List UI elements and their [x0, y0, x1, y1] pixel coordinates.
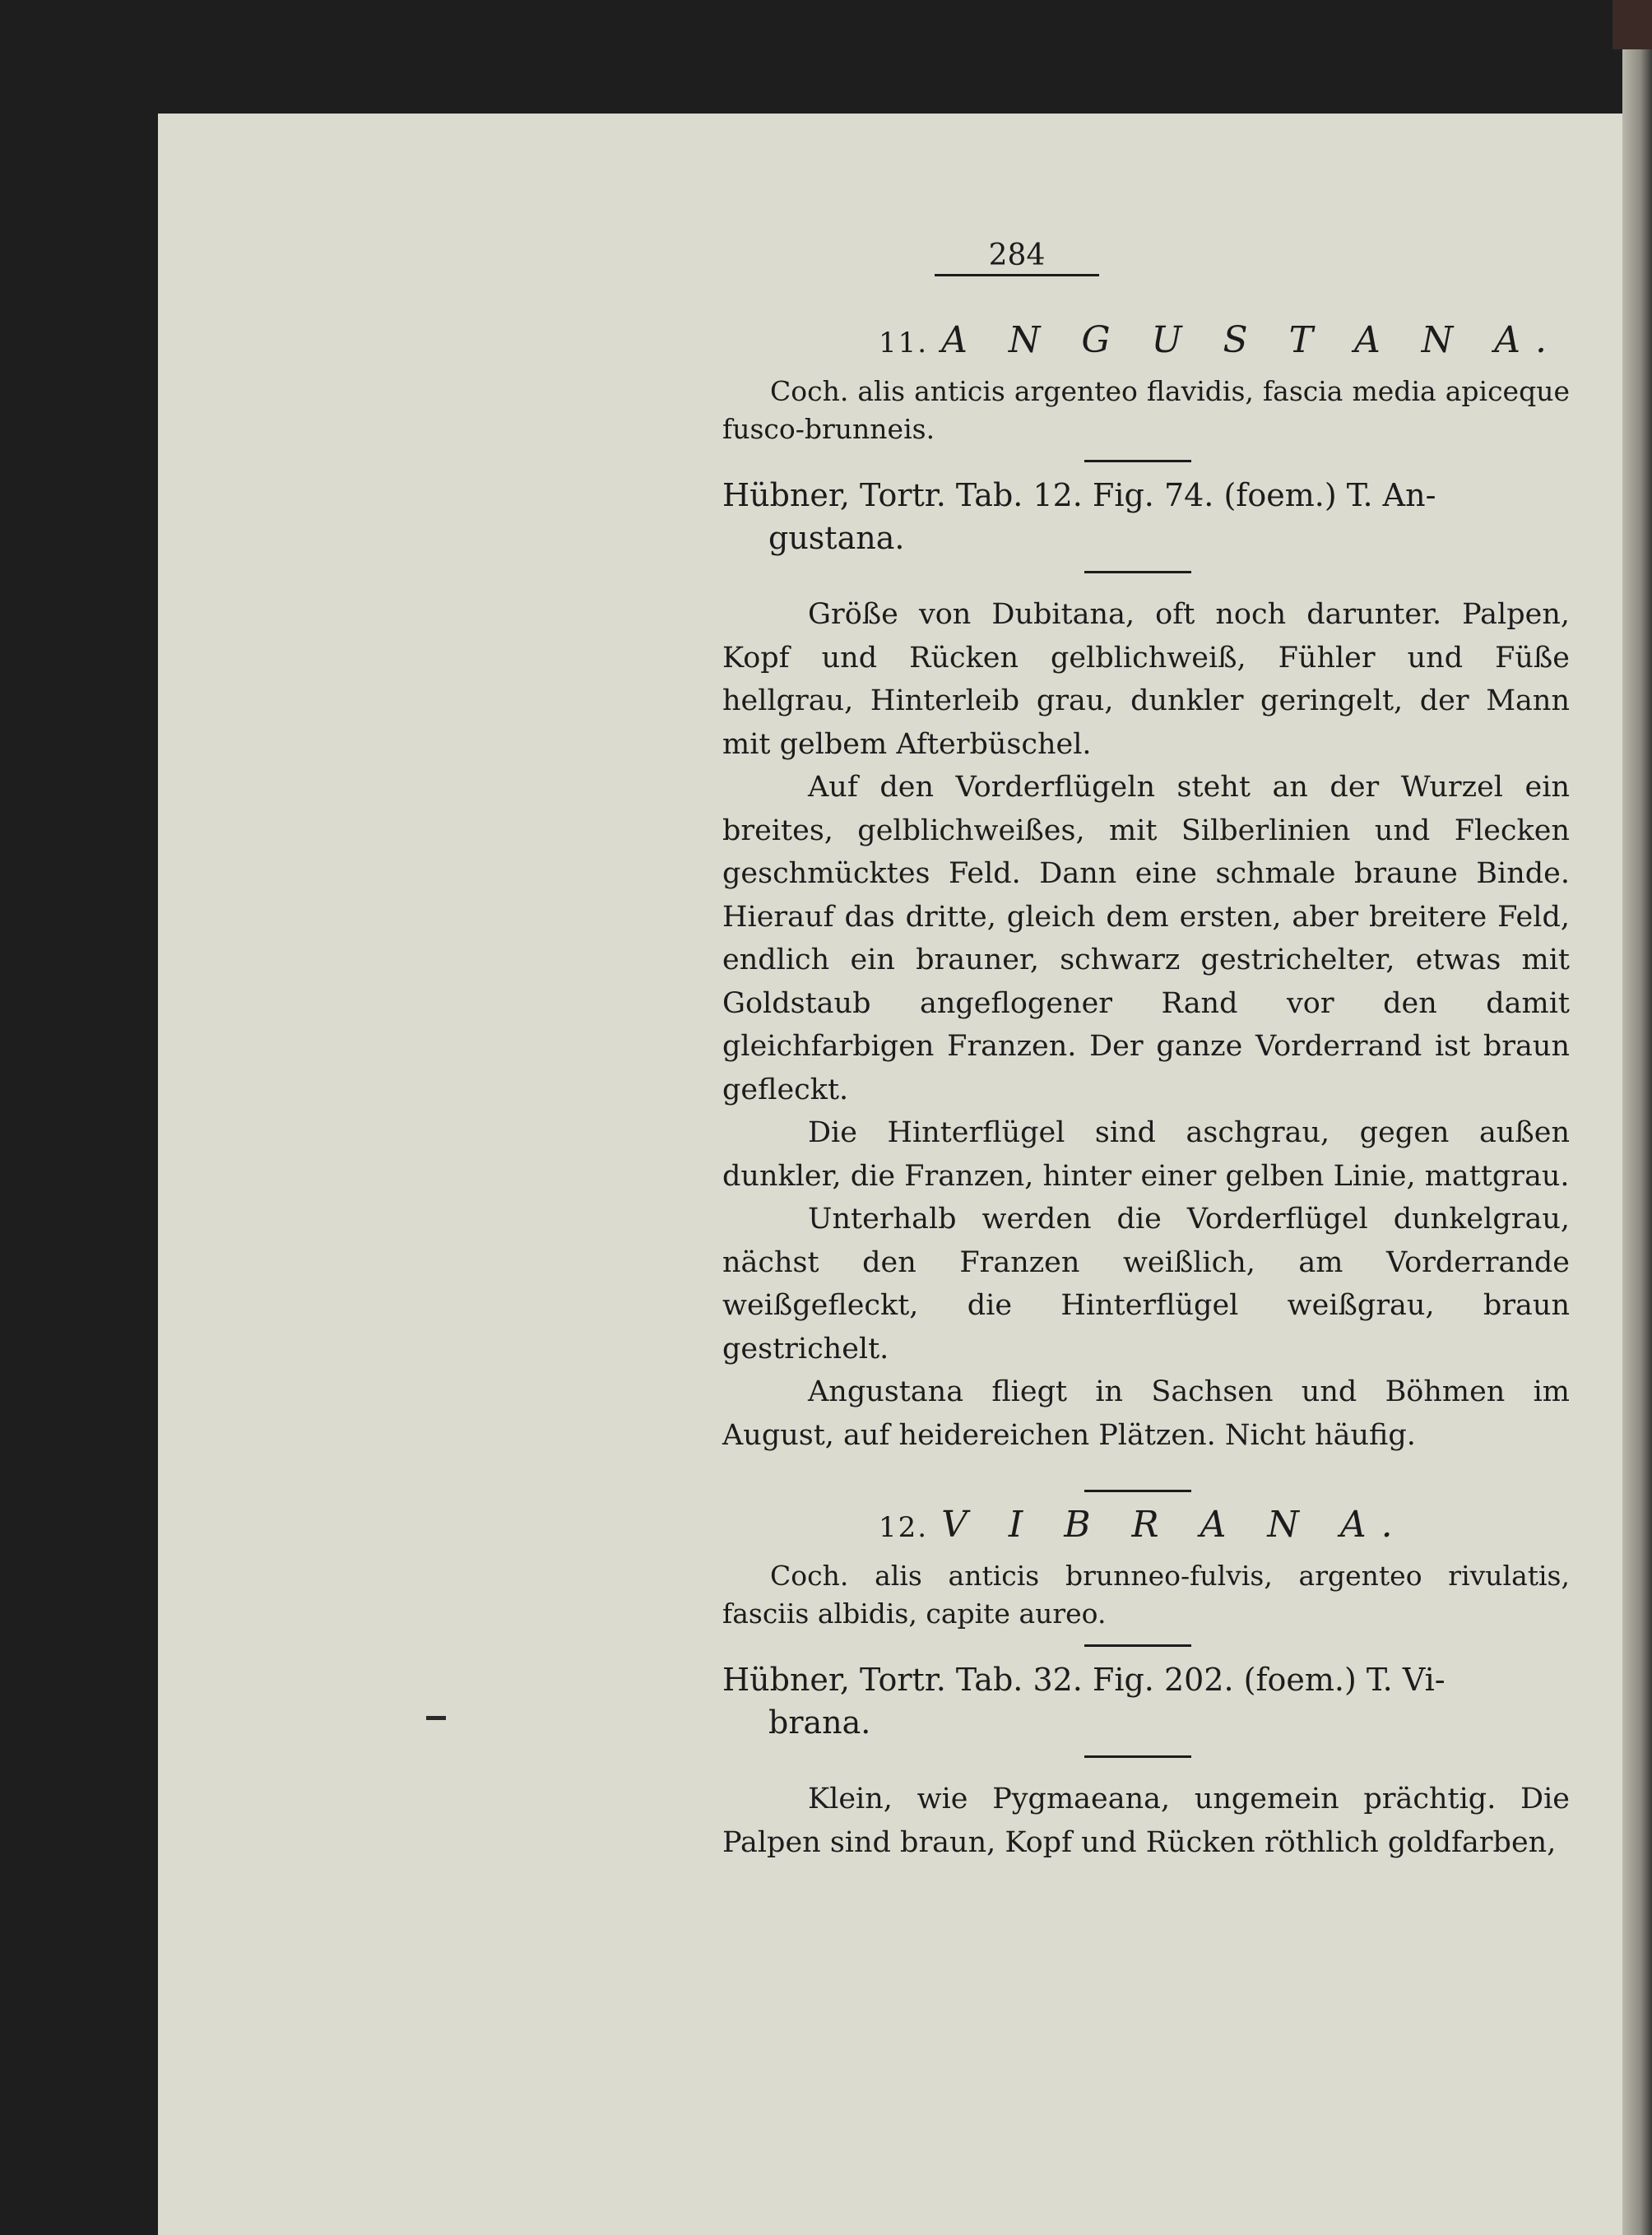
description-paragraph: Angustana fliegt in Sachsen und Böhmen im August, auf heidereichen Plätzen. Nicht häufig.: [722, 1375, 1570, 1452]
divider-rule: [1084, 1490, 1191, 1492]
reference-line: Hübner, Tortr. Tab. 12. Fig. 74. (foem.) T. An-: [722, 477, 1436, 513]
page-text: [722, 239, 1570, 1864]
description-paragraph: Klein, wie Pygmaeana, ungemein prächtig. Die Palpen sind braun, Kopf und Rücken röthlich goldfarben,: [722, 1783, 1570, 1859]
literature-reference: [722, 1658, 1570, 1744]
margin-mark: [426, 1716, 446, 1720]
species-name: V I B R A N A.: [941, 1504, 1408, 1546]
divider-rule: [1084, 571, 1191, 573]
species-number: 12.: [879, 1511, 929, 1544]
page-gutter: [1622, 49, 1652, 2235]
latin-diagnosis: Coch. alis anticis brunneo-fulvis, argenteo rivulatis, fasciis albidis, capite aureo.: [722, 1560, 1570, 1630]
divider-rule: [1084, 1644, 1191, 1647]
reference-continuation: gustana.: [768, 520, 905, 556]
species-number: 11.: [879, 327, 929, 359]
reference-line: Hübner, Tortr. Tab. 32. Fig. 202. (foem.) T. Vi-: [722, 1662, 1446, 1698]
latin-diagnosis: Coch. alis anticis argenteo flavidis, fascia media apiceque fusco-brunneis.: [722, 375, 1570, 445]
species-heading: [722, 319, 1570, 361]
description-paragraph: Die Hinterflügel sind aschgrau, gegen außen dunkler, die Franzen, hinter einer gelben Linie, mattgrau.: [722, 1116, 1570, 1193]
description-paragraph: Auf den Vorderflügeln steht an der Wurzel ein breites, gelblichweißes, mit Silberlinien und Flecken geschmücktes Feld. Dann eine schmale braune Binde. Hierauf das dritte, gleich dem ersten, aber breitere Feld, endlich ein brauner, schwarz gestrichelter, etwas mit Goldstaub angeflogener Rand vor den damit gleichfarbigen Franzen. Der ganze Vorderrand ist braun gefleckt.: [722, 771, 1570, 1106]
divider-rule: [1084, 1755, 1191, 1758]
description-paragraph: Unterhalb werden die Vorderflügel dunkelgrau, nächst den Franzen weißlich, am Vorderrande weißgefleckt, die Hinterflügel weißgrau, braun gestrichelt.: [722, 1203, 1570, 1366]
species-heading: [722, 1504, 1570, 1546]
reference-continuation: brana.: [768, 1704, 871, 1741]
divider-rule: [1084, 460, 1191, 462]
literature-reference: [722, 474, 1570, 559]
book-cover-edge: [1613, 0, 1652, 49]
description-paragraph: Größe von Dubitana, oft noch darunter. Palpen, Kopf und Rücken gelblichweiß, Fühler und Füße hellgrau, Hinterleib grau, dunkler geringelt, der Mann mit gelbem Afterbüschel.: [722, 598, 1570, 761]
species-name: A N G U S T A N A.: [941, 319, 1562, 361]
page-number: 284: [935, 239, 1099, 276]
